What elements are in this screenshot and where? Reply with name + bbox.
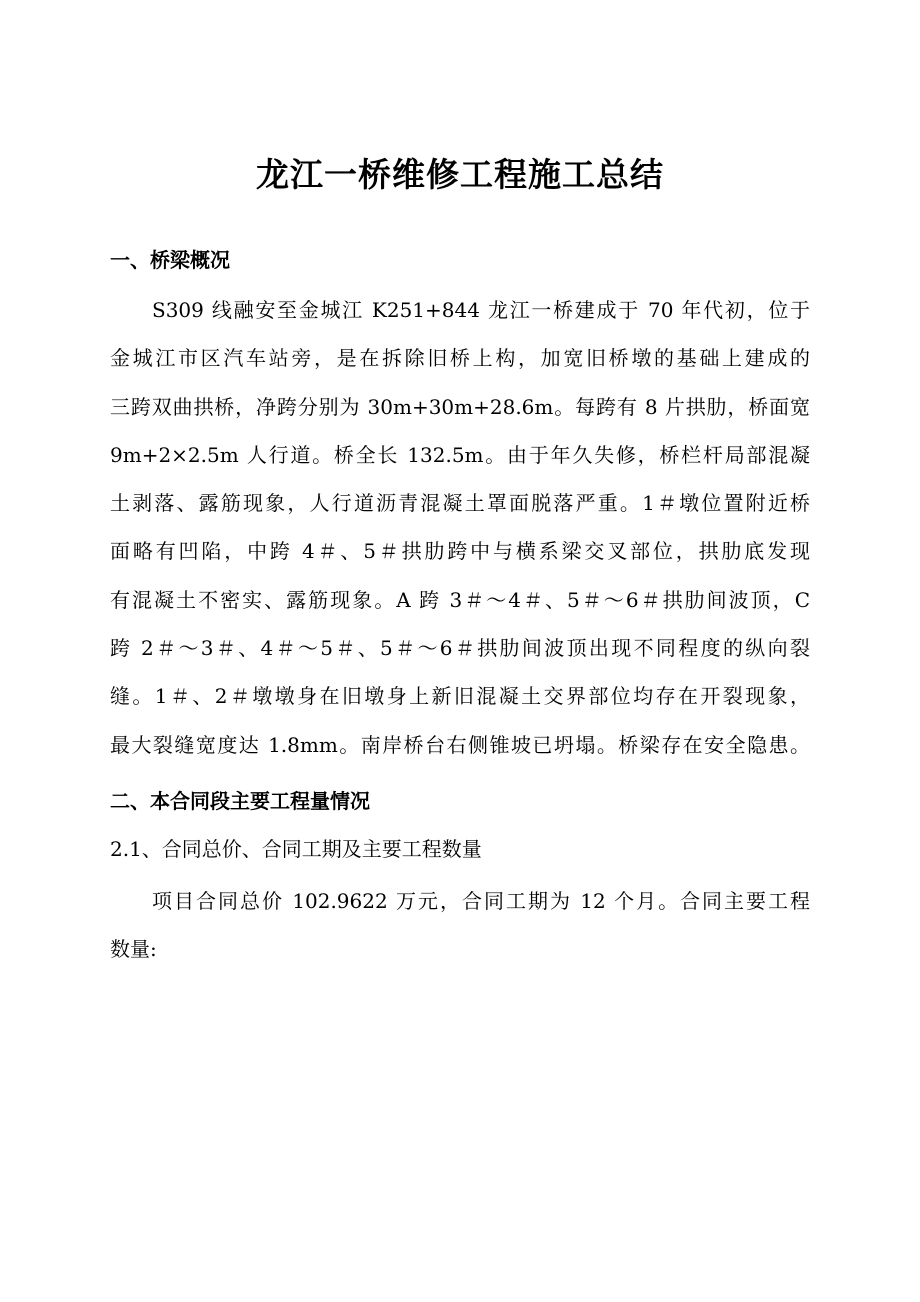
paragraph-line: 9m+2×2.5m 人行道。桥全长 132.5m。由于年久失修，桥栏杆局部混凝: [110, 442, 810, 467]
subsection-heading-contract-price: 2.1、合同总价、合同工期及主要工程数量: [110, 837, 482, 861]
section2-paragraph: [110, 877, 810, 974]
paragraph-line: 数量:: [110, 937, 157, 962]
paragraph-line: 缝。1＃、2＃墩墩身在旧墩身上新旧混凝土交界部位均存在开裂现象，: [110, 684, 810, 709]
paragraph-line: 面略有凹陷，中跨 4＃、5＃拱肋跨中与横系梁交叉部位，拱肋底发现: [110, 539, 810, 564]
paragraph-line: S309 线融安至金城江 K251+844 龙江一桥建成于 70 年代初，位于: [152, 298, 810, 322]
paragraph-line: 金城江市区汽车站旁，是在拆除旧桥上构，加宽旧桥墩的基础上建成的: [110, 346, 810, 371]
paragraph-line: 三跨双曲拱桥，净跨分别为 30m+30m+28.6m。每跨有 8 片拱肋，桥面宽: [110, 394, 810, 419]
paragraph-line: 土剥落、露筋现象，人行道沥青混凝土罩面脱落严重。1＃墩位置附近桥: [110, 491, 810, 516]
paragraph-line: 项目合同总价 102.9622 万元，合同工期为 12 个月。合同主要工程: [152, 889, 810, 913]
paragraph-line: 最大裂缝宽度达 1.8mm。南岸桥台右侧锥坡已坍塌。桥梁存在安全隐患。: [110, 732, 810, 757]
document-title: 龙江一桥维修工程施工总结: [256, 155, 664, 194]
paragraph-line: 跨 2＃～3＃、4＃～5＃、5＃～6＃拱肋间波顶出现不同程度的纵向裂: [110, 636, 810, 661]
section-heading-bridge-overview: 一、桥梁概况: [110, 248, 230, 272]
section1-paragraph: [110, 286, 810, 769]
paragraph-line: 有混凝土不密实、露筋现象。A 跨 3＃～4＃、5＃～6＃拱肋间波顶，C: [110, 587, 810, 612]
section-heading-contract-quantities: 二、本合同段主要工程量情况: [110, 789, 370, 813]
